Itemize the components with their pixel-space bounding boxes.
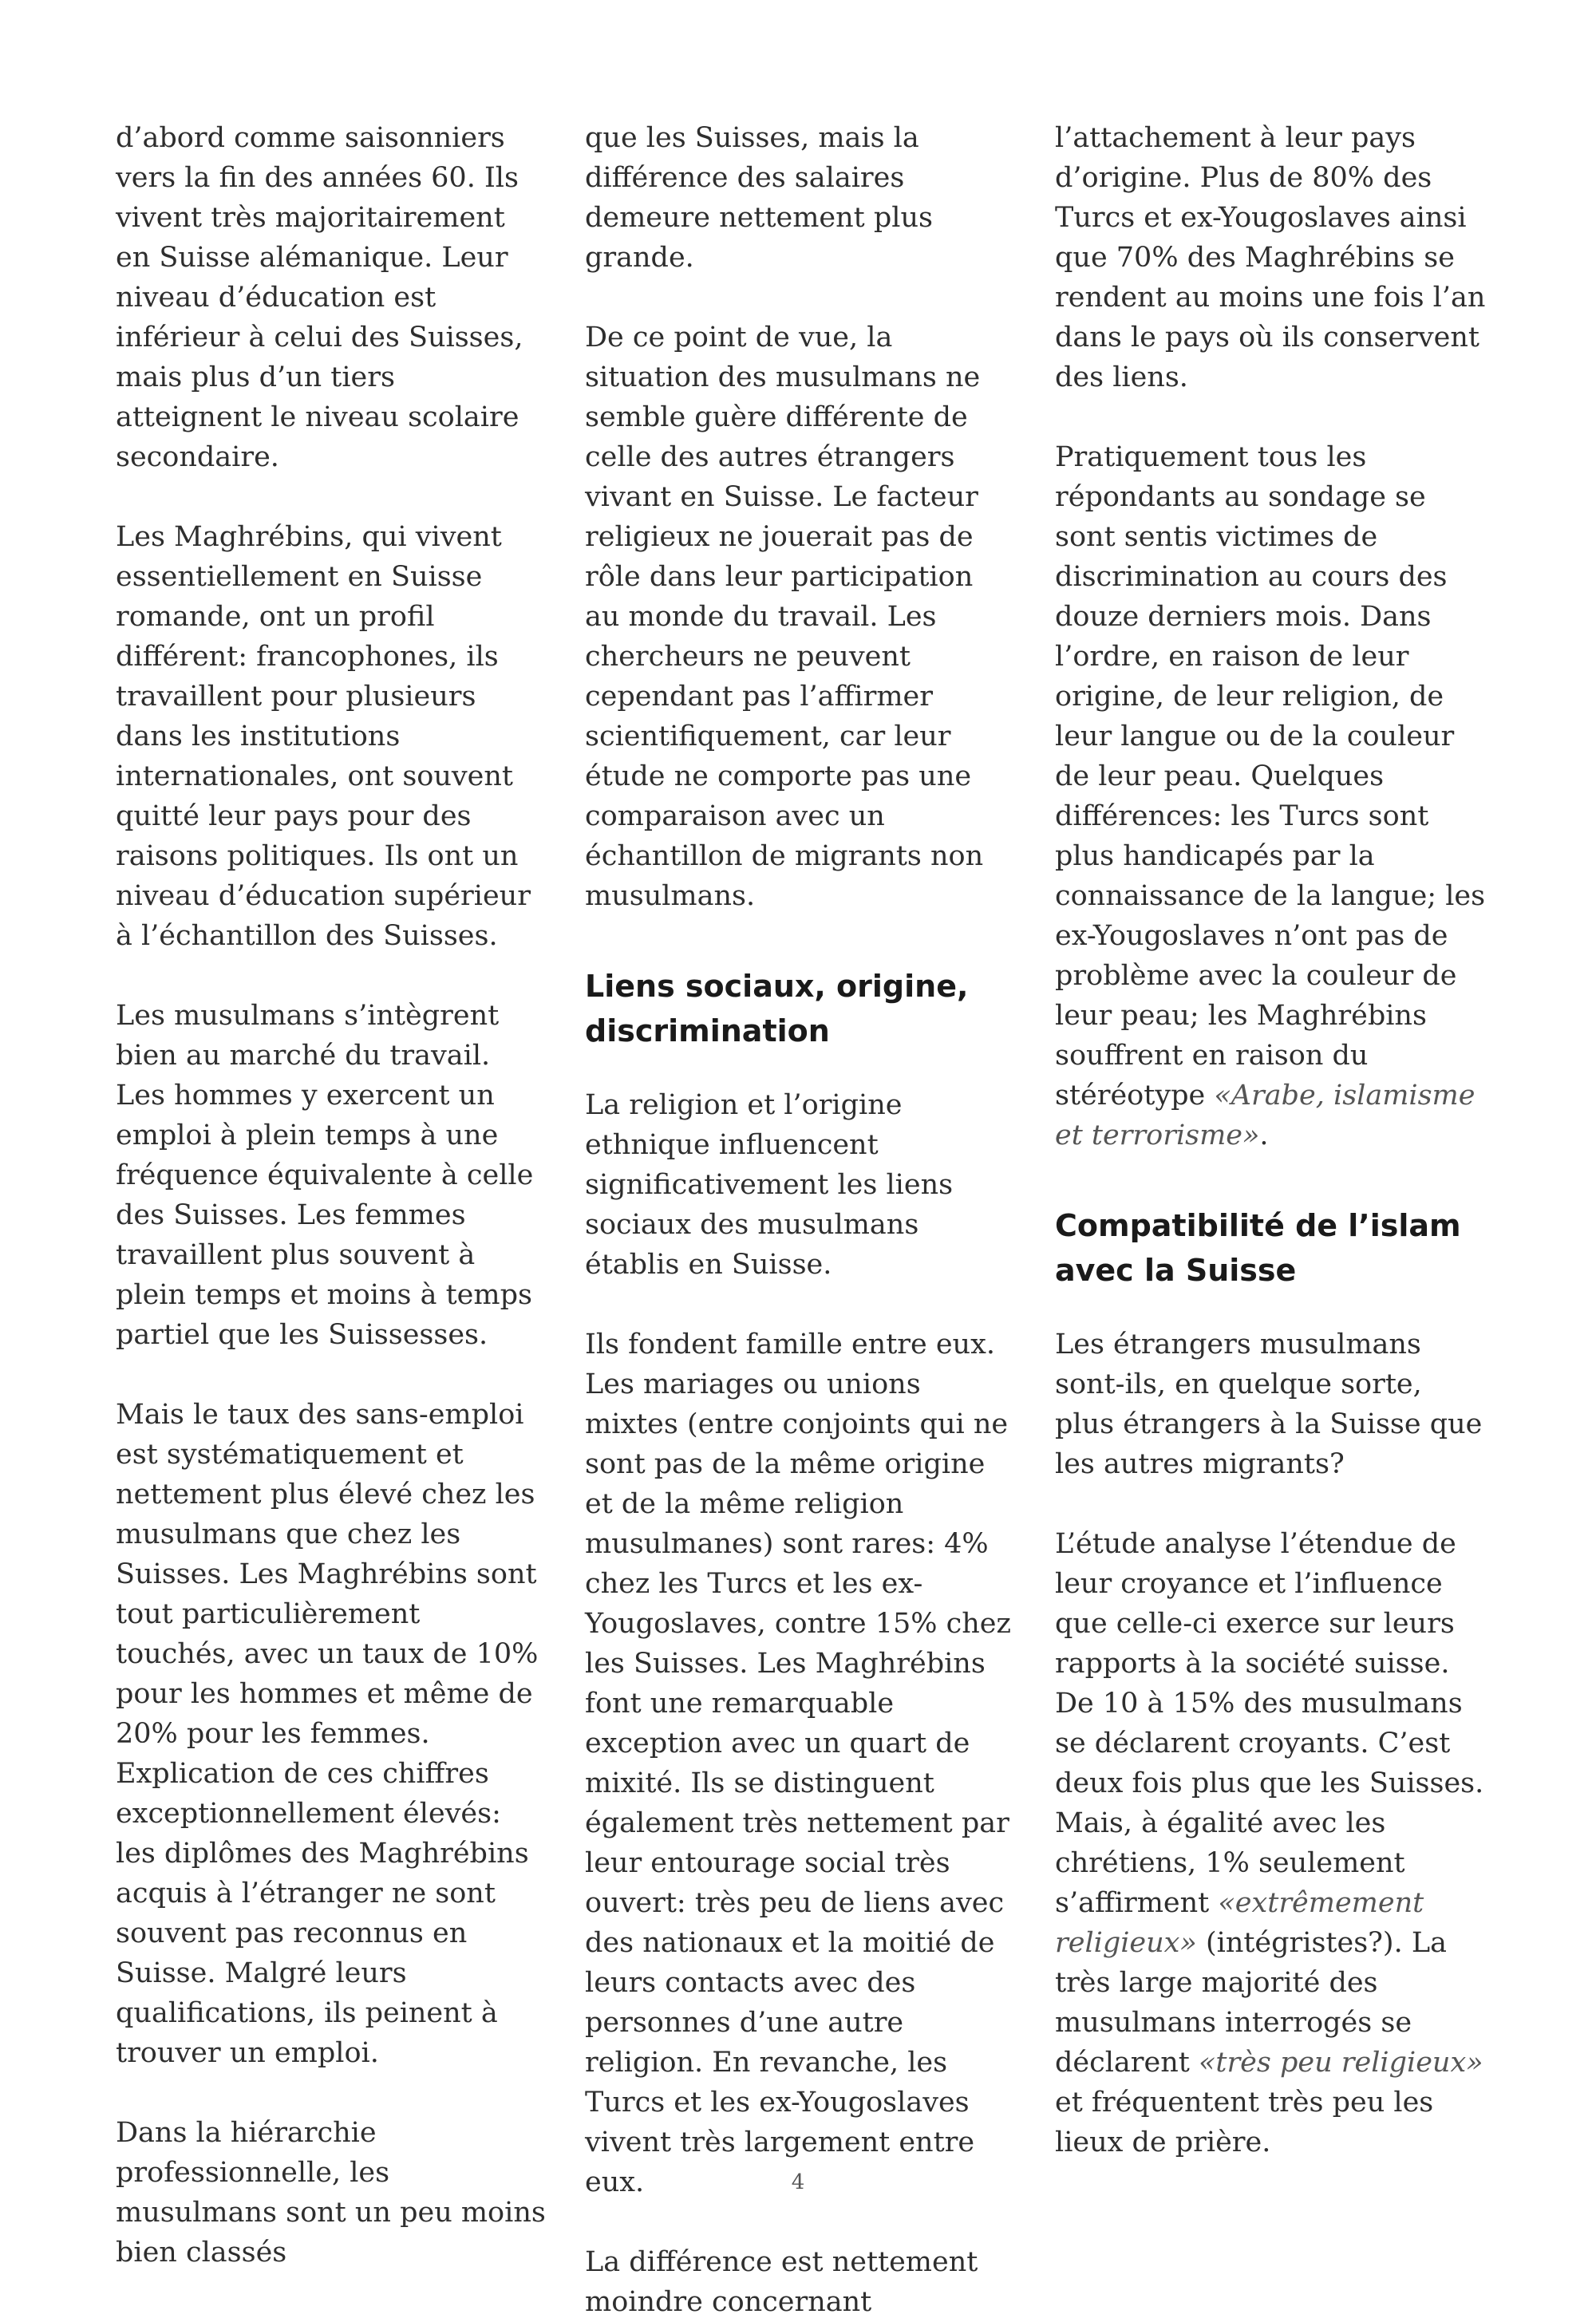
section-heading: Compatibilité de l’islam avec la Suisse xyxy=(1055,1208,1461,1288)
paragraph: Les étrangers musulmans sont-ils, en quelque sorte, plus étrangers à la Suisse que les autres migrants? xyxy=(1055,1329,1483,1480)
paragraph xyxy=(1055,437,1486,1155)
paragraph: Les musulmans s’intègrent bien au marché du travail. Les hommes y exercent un emploi à plein temps à une fréquence équivalente à celle des Suisses. Les femmes travaillent plus souvent à plein temps et moins à temps partiel que les Suissesses. xyxy=(116,1000,534,1351)
paragraph: Dans la hiérarchie professionnelle, les musulmans sont un peu moins bien classés xyxy=(116,2117,546,2269)
quoted-phrase: «très peu religieux» xyxy=(1198,2047,1483,2079)
quoted-phrase: «extrêmement religieux» xyxy=(1055,1887,1424,1959)
text-run: Pratiquement tous les répondants au sondage se sont sentis victimes de discrimination au cours des douze derniers mois. Dans l’ordre, en raison de leur origine, de leur religion, de leur langue ou de la couleur de leur peau. Quelques différences: les Turcs sont plus handicapés par la connaissance de la langue; les ex-Yougoslaves n’ont pas de problème avec la couleur de leur peau; les Maghrébins souffrent en raison du stéréotype xyxy=(1055,441,1486,1112)
text-column-3 xyxy=(1055,118,1486,2162)
paragraph: Les Maghrébins, qui vivent essentiellement en Suisse romande, ont un profil différent: francophones, ils travaillent pour plusieurs dans les institutions internationales, ont souvent quitté leur pays pour des raisons politiques. Ils ont un niveau d’éducation supérieur à l’échantillon des Suisses. xyxy=(116,521,531,952)
paragraph: De ce point de vue, la situation des musulmans ne semble guère différente de celle des autres étrangers vivant en Suisse. Le facteur religieux ne jouerait pas de rôle dans leur participation au monde du travail. Les chercheurs ne peuvent cependant pas l’affirmer scientifiquement, car leur étude ne comporte pas une comparaison avec un échantillon de migrants non musulmans. xyxy=(585,322,984,912)
paragraph: que les Suisses, mais la différence des salaires demeure nettement plus grande. xyxy=(585,122,933,274)
text-run: (intégristes?). La très large majorité des musulmans interrogés se déclarent xyxy=(1055,1927,1447,2079)
text-column-2 xyxy=(585,118,1016,2322)
paragraph: La différence est nettement moindre concernant xyxy=(585,2246,978,2318)
paragraph: Mais le taux des sans-emploi est systématiquement et nettement plus élevé chez les musulmans que chez les Suisses. Les Maghrébins sont tout particulièrement touchés, avec un taux de 10% pour les hommes et même de 20% pour les femmes. Explication de ces chiffres exceptionnellement élevés: les diplômes des Maghrébins acquis à l’étranger ne sont souvent pas reconnus en Suisse. Malgré leurs qualifications, ils peinent à trouver un emploi. xyxy=(116,1399,539,2069)
paragraph xyxy=(1055,1524,1486,2162)
paragraph: La religion et l’origine ethnique influencent significativement les liens sociaux des musulmans établis en Suisse. xyxy=(585,1089,954,1281)
text-column-1 xyxy=(116,118,547,2273)
text-run: . xyxy=(1259,1120,1269,1151)
paragraph: l’attachement à leur pays d’origine. Plus de 80% des Turcs et ex-Yougoslaves ainsi que 70% des Maghrébins se rendent au moins une fois l’an dans le pays où ils conservent des liens. xyxy=(1055,122,1486,393)
quoted-phrase: «Arabe, islamisme et terrorisme» xyxy=(1055,1080,1476,1151)
page-number: 4 xyxy=(791,2170,805,2194)
text-run: et fréquentent très peu les lieux de prière. xyxy=(1055,2087,1434,2158)
text-run: L’étude analyse l’étendue de leur croyance et l’influence que celle-ci exerce sur leurs rapports à la société suisse. De 10 à 15% des musulmans se déclarent croyants. C’est deux fois plus que les Suisses. Mais, à égalité avec les chrétiens, 1% seulement s’affirment xyxy=(1055,1528,1484,1919)
paragraph: d’abord comme saisonniers vers la fin des années 60. Ils vivent très majoritairement en Suisse alémanique. Leur niveau d’éducation est inférieur à celui des Suisses, mais plus d’un tiers atteignent le niveau scolaire secondaire. xyxy=(116,122,523,473)
section-heading: Liens sociaux, origine, discrimination xyxy=(585,969,969,1048)
paragraph: Ils fondent famille entre eux. Les mariages ou unions mixtes (entre conjoints qui ne sont pas de la même origine et de la même religion musulmanes) sont rares: 4% chez les Turcs et les ex-Yougoslaves, contre 15% chez les Suisses. Les Maghrébins font une remarquable exception avec un quart de mixité. Ils se distinguent également très nettement par leur entourage social très ouvert: très peu de liens avec des nationaux et la moitié de leurs contacts avec des personnes d’une autre religion. En revanche, les Turcs et les ex-Yougoslaves vivent très largement entre eux. xyxy=(585,1329,1011,2198)
